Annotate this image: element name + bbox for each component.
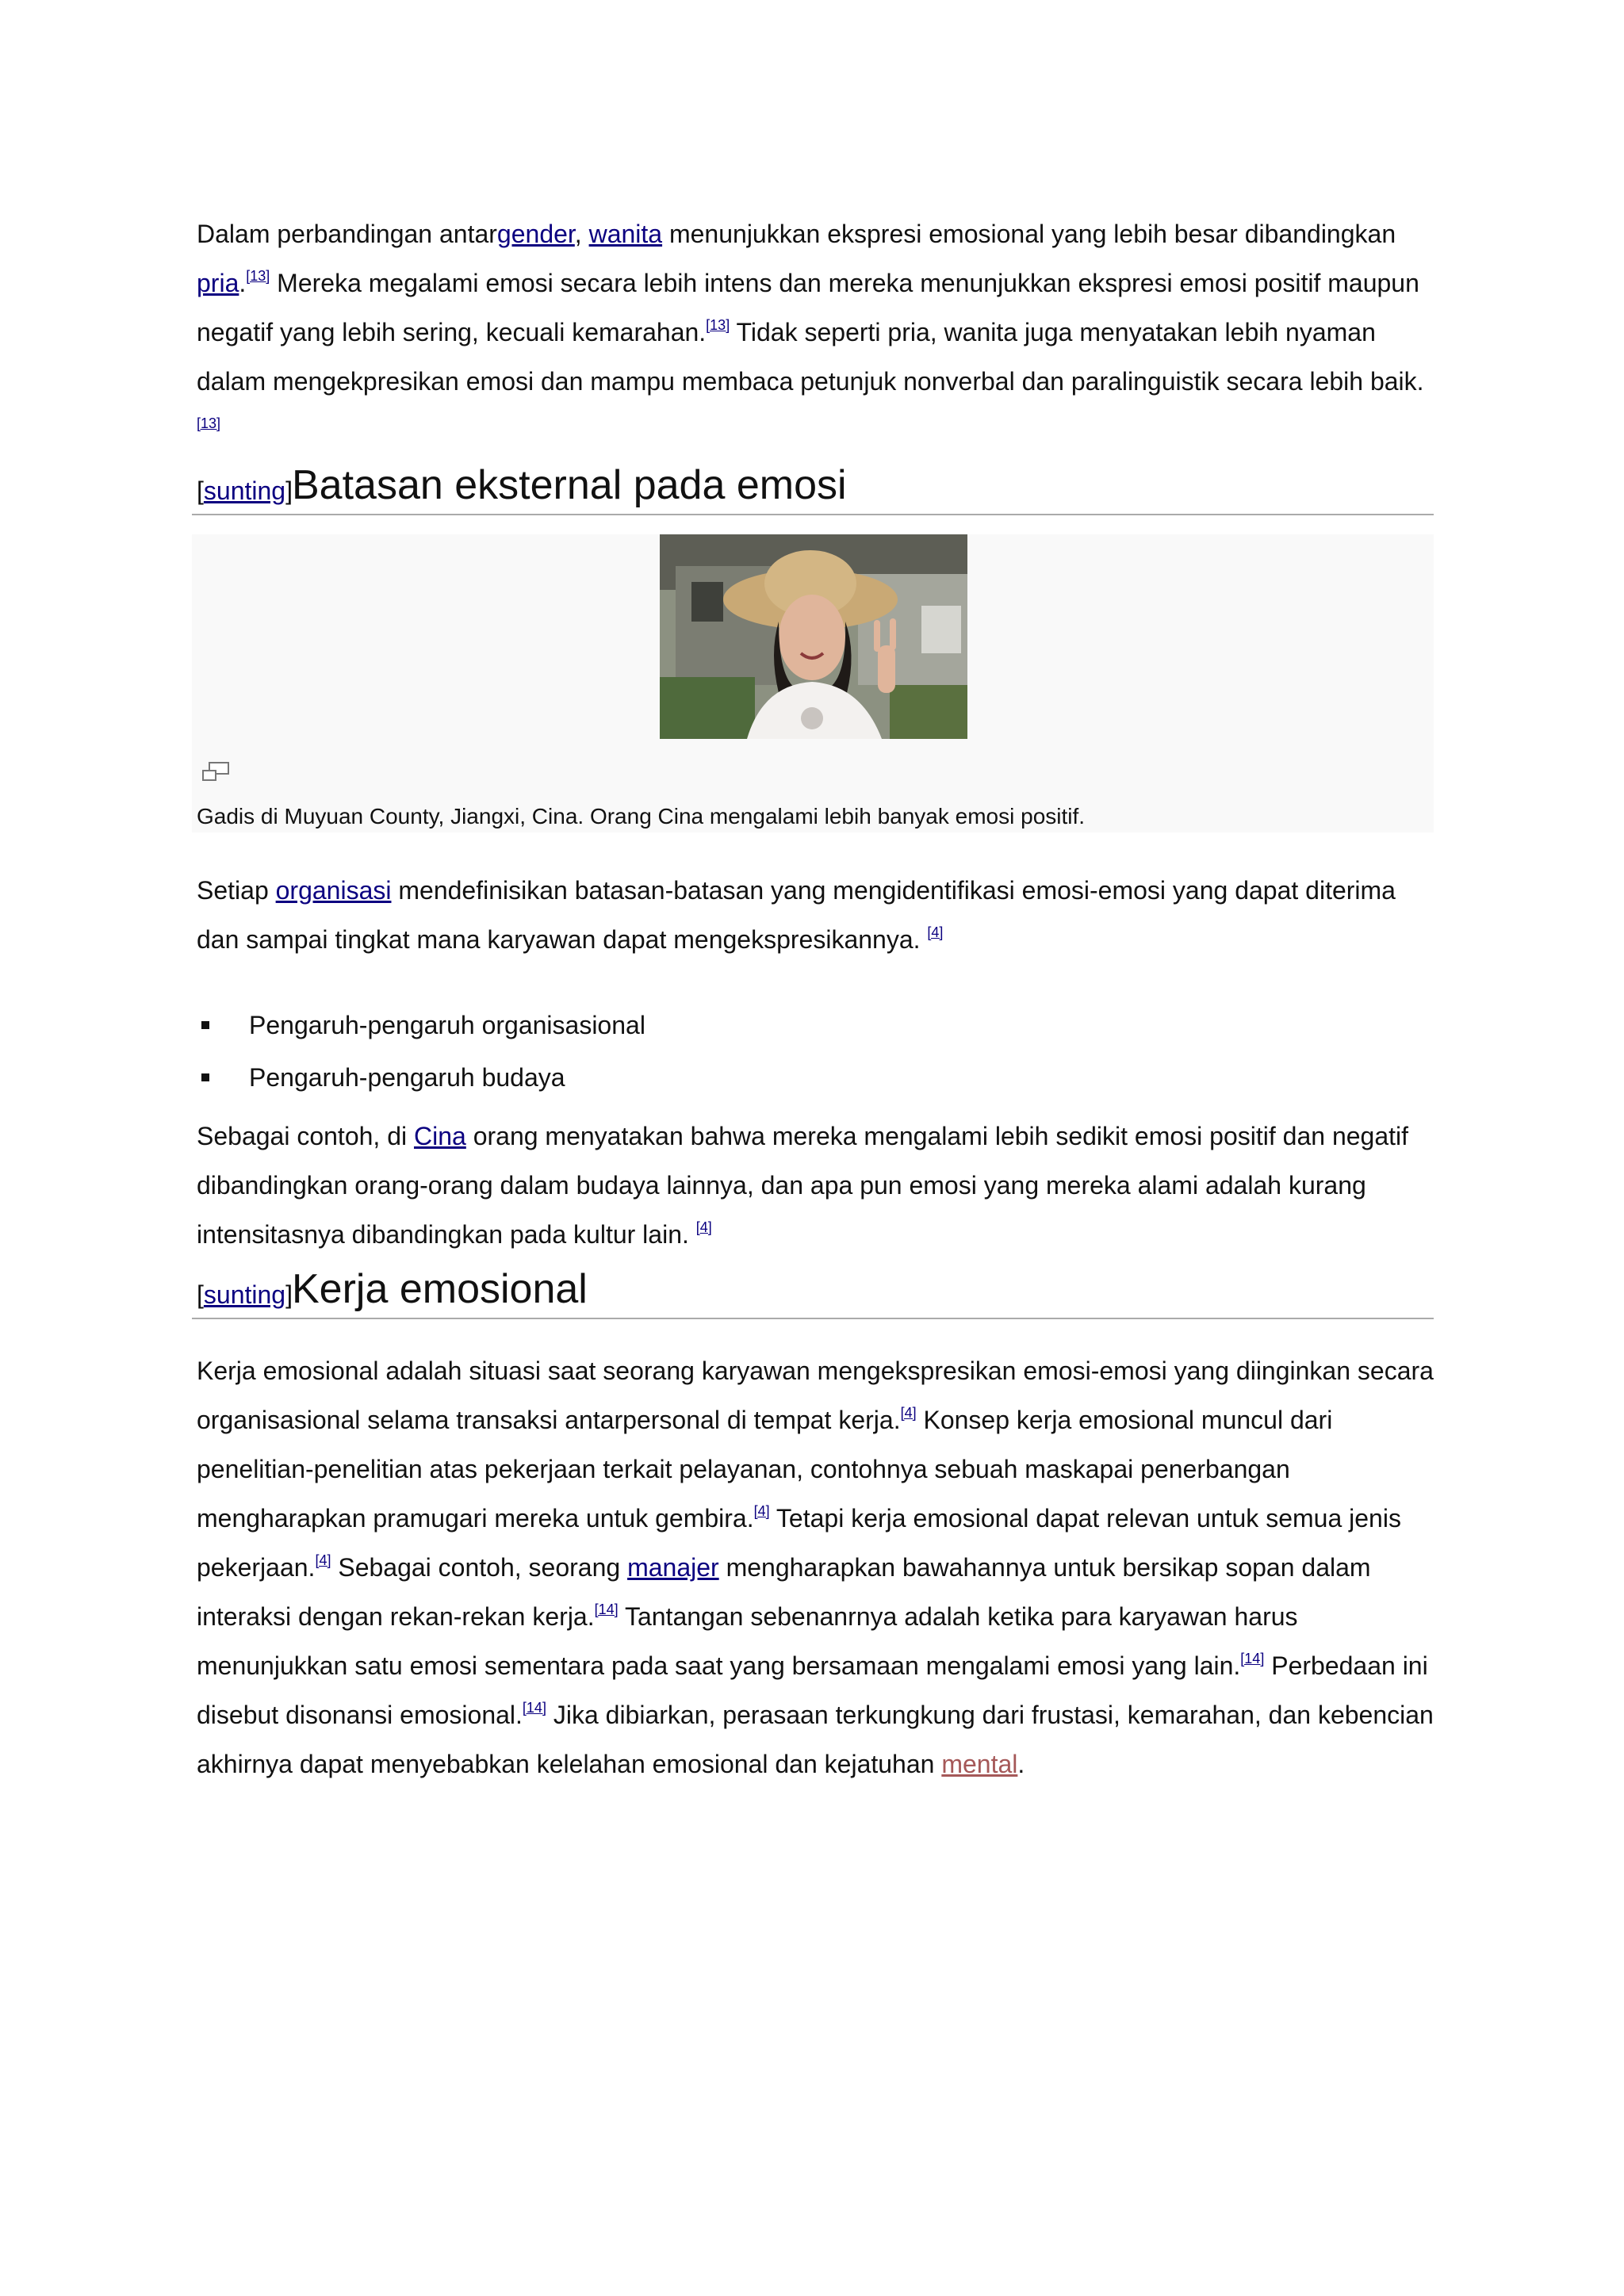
bullet-icon — [201, 1073, 209, 1081]
text: , — [574, 220, 589, 248]
bracket: ] — [285, 476, 293, 505]
reference-link[interactable]: [4] — [753, 1503, 770, 1519]
reference-13[interactable] — [246, 268, 270, 284]
text: Setiap — [197, 876, 276, 905]
article-content — [197, 209, 1434, 1789]
text: orang menyatakan bahwa mereka mengalami lebih sedikit emosi positif dan negatif dibandingkan orang-orang dalam budaya lainnya, dan apa pun emosi yang mereka alami adalah kurang intensitasnya dibandingkan pada kultur lain. — [197, 1122, 1409, 1249]
reference-link[interactable]: [14] — [1240, 1651, 1265, 1667]
list-item-label: Pengaruh-pengaruh organisasional — [249, 1011, 645, 1039]
section-title: Kerja emosional — [292, 1266, 588, 1312]
list-item — [197, 999, 1434, 1051]
reference-4[interactable] — [754, 1503, 770, 1519]
text: Konsep kerja emosional muncul dari penelitian-penelitian atas pekerjaan terkait pelayanan, contohnya sebuah maskapai penerbangan mengharapkan pramugari mereka untuk gembira. — [197, 1406, 1333, 1533]
bracket: ] — [285, 1280, 293, 1309]
edit-section-link — [197, 476, 293, 506]
edit-link[interactable]: sunting — [203, 1280, 286, 1309]
section-heading-external-limits — [192, 455, 1434, 515]
text: Jika dibiarkan, perasaan terkungkung dari frustasi, kemarahan, dan kebencian akhirnya dapat menyebabkan kelelahan emosional dan kejatuhan — [197, 1701, 1434, 1778]
thumbnail-figure — [192, 534, 1434, 832]
paragraph-emotional-labor — [197, 1346, 1434, 1789]
text: mendefinisikan batasan-batasan yang mengidentifikasi emosi-emosi yang dapat diterima dan sampai tingkat mana karyawan dapat mengekspresikannya. — [197, 876, 1396, 954]
reference-link[interactable]: [14] — [522, 1700, 546, 1716]
link-cina[interactable]: Cina — [413, 1122, 466, 1150]
link-organisasi[interactable]: organisasi — [275, 876, 392, 905]
text: Sebagai contoh, seorang — [331, 1553, 628, 1582]
text: Tantangan sebenanrnya adalah ketika para karyawan harus menunjukkan satu emosi sementara pada saat yang bersamaan mengalami emosi yang lain. — [197, 1602, 1298, 1680]
list-item-label: Pengaruh-pengaruh budaya — [249, 1063, 565, 1092]
link-mental[interactable]: mental — [941, 1750, 1018, 1778]
reference-link[interactable]: [4] — [315, 1552, 331, 1568]
influence-list — [197, 999, 1434, 1104]
edit-link[interactable]: sunting — [203, 476, 286, 505]
section-title: Batasan eksternal pada emosi — [292, 462, 847, 508]
figure-caption: Gadis di Muyuan County, Jiangxi, Cina. Orang Cina mengalami lebih banyak emosi positif. — [197, 804, 1086, 828]
reference-4[interactable] — [927, 924, 943, 940]
section-heading-emotional-labor — [192, 1259, 1434, 1319]
link-pria[interactable]: pria — [197, 269, 239, 297]
paragraph-china-example — [197, 1112, 1434, 1259]
reference-link[interactable]: [13] — [246, 268, 270, 284]
reference-13[interactable] — [197, 415, 220, 431]
reference-link[interactable]: [14] — [594, 1601, 619, 1617]
reference-link[interactable]: [4] — [927, 924, 944, 940]
reference-4[interactable] — [696, 1219, 712, 1235]
bracket: [ — [197, 476, 204, 505]
reference-link[interactable]: [13] — [197, 415, 221, 431]
text: Kerja emosional adalah situasi saat seorang karyawan mengekspresikan emosi-emosi yang diinginkan secara organisasional selama transaksi antarpersonal di tempat kerja. — [197, 1357, 1434, 1434]
reference-4[interactable] — [901, 1405, 917, 1421]
paragraph-organization — [197, 866, 1434, 964]
reference-link[interactable]: [13] — [706, 317, 730, 333]
list-item — [197, 1051, 1434, 1104]
text: Mereka megalami emosi secara lebih intens dan mereka menunjukkan ekspresi emosi positif maupun negatif yang lebih sering, kecuali kemarahan. — [197, 269, 1419, 346]
bullet-icon — [201, 1021, 209, 1029]
photo-illustration — [660, 534, 967, 739]
text: Perbedaan ini disebut disonansi emosional. — [197, 1651, 1428, 1729]
link-wanita[interactable]: wanita — [588, 220, 663, 248]
reference-14[interactable] — [523, 1700, 546, 1716]
link-gender[interactable]: gender — [496, 220, 575, 248]
photo-girl-with-hat[interactable] — [660, 534, 967, 739]
text: . — [1017, 1750, 1025, 1778]
reference-14[interactable] — [595, 1601, 619, 1617]
reference-4[interactable] — [315, 1552, 331, 1568]
link-manajer[interactable]: manajer — [627, 1553, 719, 1582]
text: Tidak seperti pria, wanita juga menyatakan lebih nyaman dalam mengekpresikan emosi dan mampu membaca petunjuk nonverbal dan paralinguistik secara lebih baik. — [197, 318, 1424, 396]
text: Dalam perbandingan antar — [197, 220, 497, 248]
bracket: [ — [197, 1280, 204, 1309]
enlarge-icon[interactable] — [201, 761, 230, 782]
text: Tetapi kerja emosional dapat relevan untuk semua jenis pekerjaan. — [197, 1504, 1401, 1582]
edit-section-link — [197, 1280, 293, 1310]
reference-13[interactable] — [706, 317, 730, 333]
text: Sebagai contoh, di — [197, 1122, 414, 1150]
paragraph-gender-comparison — [197, 209, 1434, 455]
text: menunjukkan ekspresi emosional yang lebih besar dibandingkan — [662, 220, 1396, 248]
reference-link[interactable]: [4] — [695, 1219, 712, 1235]
reference-link[interactable]: [4] — [900, 1405, 917, 1421]
reference-14[interactable] — [1240, 1651, 1264, 1667]
text: . — [239, 269, 247, 297]
text: mengharapkan bawahannya untuk bersikap sopan dalam interaksi dengan rekan-rekan kerja. — [197, 1553, 1371, 1631]
